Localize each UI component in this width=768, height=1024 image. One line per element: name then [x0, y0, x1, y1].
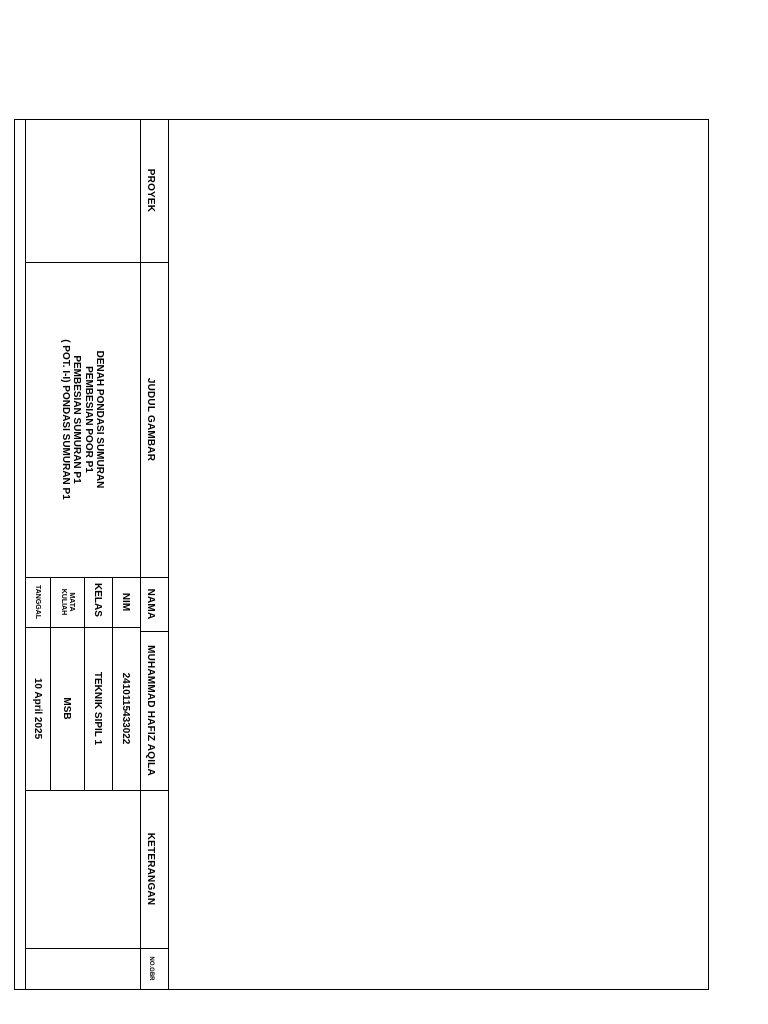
frame-bottom [14, 989, 709, 990]
drawing-area [169, 120, 708, 989]
label-mata-kuliah [50, 577, 84, 627]
frame-left [14, 119, 15, 990]
label-mata: MATA [68, 592, 75, 612]
drawing-title-line-1: DENAH PONDASI SUMURAN [94, 350, 106, 489]
value-nim: 2410115433022 [120, 672, 132, 745]
drawing-title-line-2: PEMBESIAN POOR P1 [83, 366, 94, 473]
drawing-title-line-3: PEMBESIAN SUMURAN P1 [71, 355, 83, 484]
header-proyek: PROYEK [145, 168, 157, 213]
drawing-title [25, 262, 140, 577]
label-kelas: KELAS [92, 583, 104, 617]
header-nama: NAMA [145, 588, 157, 620]
value-nama: MUHAMMAD HAFIZ AQILA [145, 645, 157, 776]
value-tanggal: 10 April 2025 [32, 677, 43, 740]
drawing-title-line-4: ( POT. I-I) PONDASI SUMURAN P1 [60, 339, 71, 500]
header-keterangan: KETERANGAN [145, 832, 157, 906]
header-no-gbr: NO.GBR [148, 956, 154, 981]
label-kuliah: KULIAH [60, 588, 67, 616]
frame-right [708, 119, 709, 990]
header-judul-gambar: JUDUL GAMBAR [145, 377, 157, 462]
label-nim: NIM [120, 592, 132, 612]
label-tanggal: TANGGAL [34, 584, 42, 620]
value-mata-kuliah: MSB [61, 697, 73, 720]
value-kelas: TEKNIK SIPIL 1 [92, 671, 104, 746]
